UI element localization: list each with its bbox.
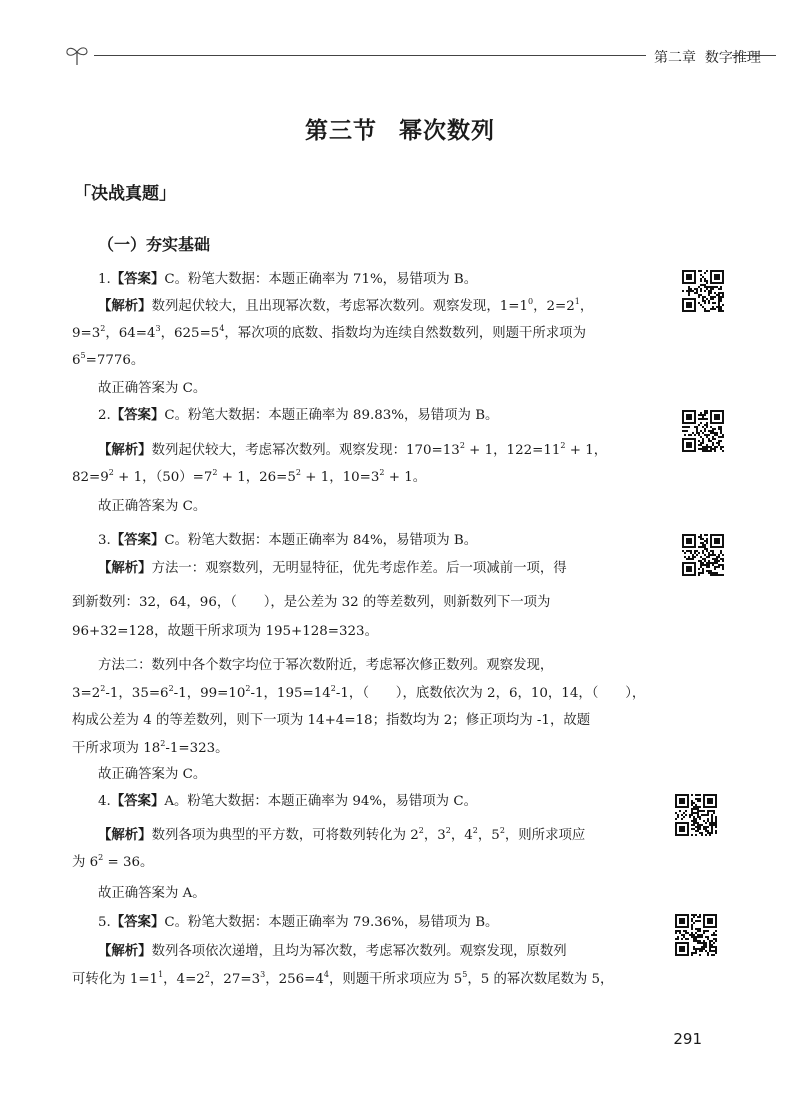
header-chapter: [654, 47, 761, 67]
q3-method1-line2: 到新数列：32，64，96，（ ），是公差为 32 的等差数列，则新数列下一项为: [72, 595, 551, 610]
q5-exp: 2: [204, 970, 210, 979]
qr-code-icon[interactable]: [682, 270, 724, 312]
page-title: [0, 112, 800, 145]
q4-text: 为 6: [72, 855, 99, 870]
q2-analysis-line1: [98, 441, 607, 461]
q3-method1-line1: [98, 559, 567, 579]
q2-text: + 1，26=5: [217, 470, 296, 485]
q5-answer-text: C。粉笔大数据：本题正确率为 79.36%，易错项为 B。: [164, 915, 499, 930]
q4-answer-tag: 【答案】: [110, 794, 165, 809]
q5-text: 可转化为 1=1: [72, 972, 159, 987]
q3-text: 干所求项为 18: [72, 741, 161, 756]
q1-text: 6: [72, 353, 81, 368]
q5-number: 5.: [98, 915, 111, 930]
q4-answer-text: A。粉笔大数据：本题正确率为 94%，易错项为 C。: [164, 794, 477, 809]
running-header: [64, 44, 776, 68]
q3-answer-tag: 【答案】: [110, 533, 165, 548]
q1-exp: 4: [219, 324, 225, 333]
q4-text: ，4: [450, 828, 473, 843]
section-label: 数字推理: [704, 50, 761, 66]
q4-text: ，则所求项应: [504, 828, 586, 843]
q5-text: ，5 的幂次数尾数为 5，: [467, 972, 614, 987]
q3-answer-line: [98, 531, 477, 551]
q4-text: 数列各项为典型的平方数，可将数列转化为 2: [151, 828, 419, 843]
q4-conclusion: 故正确答案为 A。: [98, 886, 206, 901]
q2-answer-line: [98, 406, 498, 426]
q2-answer-text: C。粉笔大数据：本题正确率为 89.83%，易错项为 B。: [164, 408, 499, 423]
q3-analysis-tag: 【解析】: [98, 561, 152, 576]
q2-exp: 2: [212, 468, 218, 477]
q2-analysis-tag: 【解析】: [98, 443, 152, 458]
q4-text: ，3: [423, 828, 446, 843]
q1-text: ，625=5: [160, 326, 220, 341]
q3-method2-line1: 方法二：数列中各个数字均位于幂次数附近，考虑幂次修正数列。观察发现，: [98, 658, 554, 673]
q5-analysis-line1: [98, 942, 567, 962]
q4-analysis-tag: 【解析】: [98, 828, 152, 843]
q2-conclusion: 故正确答案为 C。: [98, 499, 207, 514]
q4-analysis-line2: [72, 853, 153, 873]
sprout-icon: [64, 44, 90, 66]
q1-analysis-tag: 【解析】: [98, 299, 152, 314]
q2-exp: 2: [379, 468, 385, 477]
q5-text: ，27=3: [209, 972, 261, 987]
header-rule-tail: [732, 55, 776, 56]
q2-exp: 2: [459, 441, 465, 450]
q1-exp: 1: [574, 297, 580, 306]
q2-analysis-line2: [72, 468, 426, 488]
q4-exp: 2: [98, 853, 104, 862]
q4-exp: 2: [418, 826, 424, 835]
q1-answer-line: [98, 270, 477, 290]
q2-exp: 2: [560, 441, 566, 450]
q4-number: 4.: [98, 794, 111, 809]
q5-exp: 5: [462, 970, 468, 979]
q4-answer-line: [98, 792, 477, 812]
q5-analysis-line2: [72, 970, 613, 990]
q2-text: + 1，122=11: [464, 443, 561, 458]
q2-number: 2.: [98, 408, 111, 423]
q1-number: 1.: [98, 272, 111, 287]
q4-analysis-line1: [98, 826, 585, 846]
q5-answer-line: [98, 913, 498, 933]
chapter-label: 第二章: [654, 50, 696, 66]
q1-text: =7776。: [85, 353, 145, 368]
q1-analysis-text: 数列起伏较大，且出现幂次数，考虑幂次数列。观察发现，1=1: [151, 299, 528, 314]
q2-text: 82=9: [72, 470, 109, 485]
q5-exp: 1: [158, 970, 164, 979]
q1-answer-text: C。粉笔大数据：本题正确率为 71%，易错项为 B。: [164, 272, 478, 287]
q3-exp: 2: [245, 684, 251, 693]
q3-exp: 2: [168, 684, 174, 693]
q3-method1-line3: 96+32=128，故题干所求项为 195+128=323。: [72, 624, 378, 639]
qr-code-icon[interactable]: [675, 914, 717, 956]
q1-text: ，幂次项的底数、指数均为连续自然数数列，则题干所求项为: [224, 326, 586, 341]
q5-exp: 3: [260, 970, 266, 979]
q5-text: ，256=4: [265, 972, 324, 987]
q1-exp: 5: [80, 351, 86, 360]
sub-heading: （一）夯实基础: [98, 235, 211, 254]
q3-exp: 2: [160, 739, 166, 748]
header-rule: [94, 55, 646, 56]
title-section-name: 幂次数列: [399, 118, 495, 144]
q1-exp: 3: [155, 324, 161, 333]
q3-text: -1，（ ），底数依次为 2，6，10，14，（ ），: [335, 686, 646, 701]
q3-text: 方法一：观察数列，无明显特征，优先考虑作差。后一项减前一项，得: [151, 561, 567, 576]
q1-conclusion: 故正确答案为 C。: [98, 381, 207, 396]
q5-exp: 4: [323, 970, 329, 979]
q3-conclusion: 故正确答案为 C。: [98, 767, 207, 782]
q4-text: ，5: [477, 828, 500, 843]
q5-text: ，4=2: [163, 972, 205, 987]
qr-code-icon[interactable]: [682, 534, 724, 576]
q1-text: 9=3: [72, 326, 101, 341]
q2-answer-tag: 【答案】: [110, 408, 165, 423]
q1-exp: 0: [527, 297, 534, 306]
q3-text: -1，35=6: [105, 686, 169, 701]
q2-text: + 1，: [565, 443, 608, 458]
page-number: 291: [673, 1030, 702, 1048]
q3-text: 3=2: [72, 686, 101, 701]
q4-exp: 2: [445, 826, 451, 835]
q2-exp: 2: [108, 468, 114, 477]
q2-text: + 1，（50）=7: [113, 470, 213, 485]
q3-number: 3.: [98, 533, 111, 548]
q1-exp: 2: [100, 324, 106, 333]
q1-text: ，64=4: [105, 326, 156, 341]
q1-text: ，2=2: [533, 299, 575, 314]
q2-text: 数列起伏较大，考虑幂次数列。观察发现：170=13: [151, 443, 460, 458]
q3-method2-line4: [72, 739, 229, 759]
q1-analysis-line1: [98, 297, 593, 317]
q4-exp: 2: [472, 826, 478, 835]
q5-answer-tag: 【答案】: [110, 915, 165, 930]
q4-text: = 36。: [103, 855, 154, 870]
title-section-number: 第三节: [305, 118, 377, 144]
block-heading: 「决战真题」: [74, 184, 176, 204]
qr-code-icon[interactable]: [675, 794, 717, 836]
q1-analysis-line2: [72, 324, 586, 344]
q3-method2-line2: [72, 684, 645, 704]
q5-text: ，则题干所求项应为 5: [328, 972, 463, 987]
q3-text: -1，195=14: [250, 686, 331, 701]
q5-analysis-tag: 【解析】: [98, 944, 152, 959]
q3-exp: 2: [100, 684, 106, 693]
q1-answer-tag: 【答案】: [110, 272, 165, 287]
q2-text: + 1。: [384, 470, 427, 485]
q2-text: + 1，10=3: [301, 470, 380, 485]
q4-exp: 2: [499, 826, 505, 835]
q3-answer-text: C。粉笔大数据：本题正确率为 84%，易错项为 B。: [164, 533, 478, 548]
q3-exp: 2: [330, 684, 336, 693]
q3-text: -1，99=10: [173, 686, 246, 701]
q2-exp: 2: [295, 468, 301, 477]
q1-analysis-line3: [72, 351, 144, 371]
q5-text: 数列各项依次递增，且均为幂次数，考虑幂次数列。观察发现，原数列: [151, 944, 567, 959]
qr-code-icon[interactable]: [682, 410, 724, 452]
q3-text: -1=323。: [165, 741, 229, 756]
q1-text: ，: [579, 299, 594, 314]
q3-method2-line3: 构成公差为 4 的等差数列，则下一项为 14+4=18；指数均为 2；修正项均为 -1，故题: [72, 713, 591, 728]
